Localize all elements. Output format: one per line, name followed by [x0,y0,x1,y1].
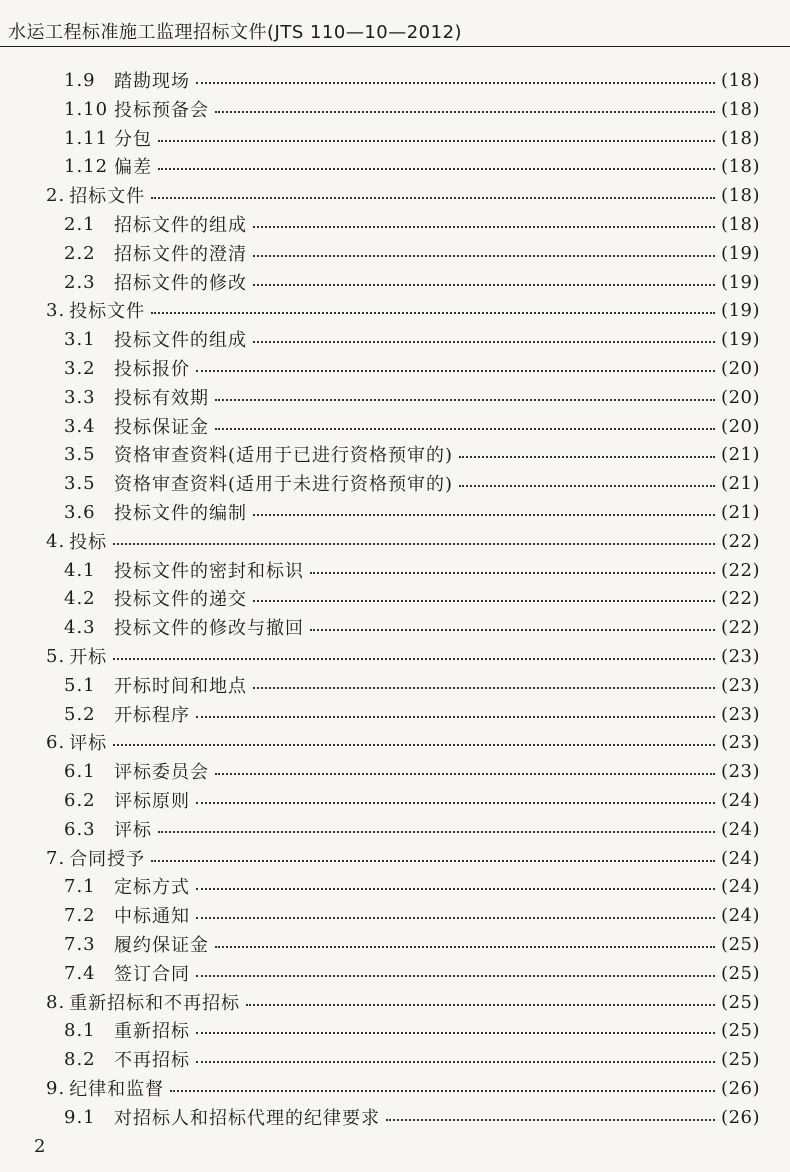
toc-entry-page: (26) [721,1077,760,1099]
toc-entry-page: (25) [721,1048,760,1070]
toc-entry-title: 重新招标和不再招标 [69,993,241,1014]
toc-entry-number: 3.5 [64,443,96,465]
toc-entry-number: 3.1 [64,328,96,350]
toc-entry-number: 5. [46,645,66,667]
toc-entry[interactable] [46,844,760,872]
dot-leader [253,226,715,228]
toc-entry-page: (24) [721,789,760,811]
toc-entry-number: 7.2 [64,904,96,926]
document-title: 水运工程标准施工监理招标文件(JTS 110—10—2012) [8,22,463,43]
toc-entry[interactable] [46,181,760,209]
toc-entry-title: 踏勘现场 [114,71,190,92]
dot-leader [215,399,715,401]
toc-entry-number: 1.9 [64,69,96,91]
toc-entry-title: 履约保证金 [114,935,209,956]
toc-entry-page: (23) [721,760,760,782]
toc-entry-number: 8.2 [64,1048,96,1070]
dot-leader [170,1090,715,1092]
toc-entry-title: 招标文件的修改 [114,273,247,294]
dot-leader [196,82,715,84]
toc-entry[interactable] [64,1103,760,1131]
toc-entry-title: 评标 [69,733,108,754]
dot-leader [151,312,715,314]
toc-entry-title: 开标时间和地点 [114,676,247,697]
toc-entry[interactable] [46,1074,760,1102]
toc-entry-number: 4.2 [64,587,96,609]
toc-entry-number: 6.2 [64,789,96,811]
toc-entry-page: (18) [721,184,760,206]
toc-entry[interactable] [46,988,760,1016]
dot-leader [196,975,715,977]
toc-entry-title: 开标 [69,647,108,668]
toc-entry-page: (18) [721,213,760,235]
dot-leader [253,255,715,257]
dot-leader [158,140,715,142]
toc-entry-number: 7.1 [64,875,96,897]
toc-entry[interactable] [64,815,760,843]
toc-entry-number: 2.2 [64,242,96,264]
toc-entry[interactable] [46,527,760,555]
toc-entry-number: 6. [46,731,66,753]
toc-entry-page: (18) [721,69,760,91]
dot-leader [310,629,715,631]
toc-entry-number: 2. [46,184,66,206]
toc-entry-number: 4. [46,530,66,552]
toc-entry-title: 定标方式 [114,877,190,898]
toc-entry-page: (23) [721,731,760,753]
toc-entry-number: 5.1 [64,674,96,696]
dot-leader [459,485,715,487]
toc-entry-page: (18) [721,155,760,177]
toc-entry-page: (24) [721,818,760,840]
dot-leader [253,341,715,343]
dot-leader [196,1032,715,1034]
dot-leader [196,888,715,890]
toc-entry-number: 3.2 [64,357,96,379]
toc-entry-page: (26) [721,1106,760,1128]
toc-entry[interactable] [64,671,760,699]
toc-entry-title: 对招标人和招标代理的纪律要求 [114,1108,380,1129]
toc-entry-title: 投标文件的密封和标识 [114,561,304,582]
toc-entry-title: 投标预备会 [114,100,209,121]
dot-leader [215,946,715,948]
dot-leader [196,917,715,919]
toc-entry-number: 7. [46,847,66,869]
toc-entry-number: 8.1 [64,1019,96,1041]
toc-entry-number: 4.3 [64,616,96,638]
toc-entry-title: 投标有效期 [114,388,209,409]
toc-entry-title: 招标文件的澄清 [114,244,247,265]
toc-entry[interactable] [64,210,760,238]
toc-entry[interactable] [64,959,760,987]
toc-entry-page: (21) [721,472,760,494]
dot-leader [253,284,715,286]
toc-entry-title: 招标文件的组成 [114,215,247,236]
toc-entry[interactable] [64,786,760,814]
toc-entry-page: (22) [721,530,760,552]
dot-leader [196,802,715,804]
toc-entry-title: 分包 [114,129,152,150]
toc-entry-title: 投标文件的递交 [114,589,247,610]
dot-leader [215,773,715,775]
toc-entry-number: 1.12 [64,155,109,177]
toc-entry[interactable] [64,1016,760,1044]
toc-entry[interactable] [64,239,760,267]
dot-leader [215,428,715,430]
toc-entry[interactable] [64,930,760,958]
toc-entry-number: 1.10 [64,98,109,120]
toc-entry[interactable] [64,584,760,612]
toc-entry-title: 中标通知 [114,906,190,927]
toc-entry-title: 偏差 [114,157,152,178]
dot-leader [246,1004,715,1006]
toc-entry-number: 3. [46,299,66,321]
toc-entry-page: (21) [721,443,760,465]
toc-entry[interactable] [64,757,760,785]
toc-entry-number: 1.11 [64,127,109,149]
toc-entry-number: 8. [46,991,66,1013]
toc-entry-number: 5.2 [64,703,96,725]
toc-entry[interactable] [64,498,760,526]
toc-entry-title: 投标文件的修改与撤回 [114,618,304,639]
toc-entry[interactable] [64,469,760,497]
toc-entry-title: 评标 [114,820,152,841]
toc-entry-page: (25) [721,933,760,955]
toc-entry[interactable] [64,66,760,94]
dot-leader [158,168,715,170]
toc-entry-number: 3.5 [64,472,96,494]
toc-entry-title: 重新招标 [114,1021,190,1042]
toc-entry-title: 签订合同 [114,964,190,985]
toc-entry-title: 投标报价 [114,359,190,380]
dot-leader [253,687,715,689]
dot-leader [113,658,715,660]
dot-leader [459,456,715,458]
dot-leader [196,370,715,372]
toc-entry[interactable] [64,325,760,353]
toc-entry[interactable] [64,872,760,900]
toc-entry-page: (23) [721,703,760,725]
toc-entry-number: 3.3 [64,386,96,408]
toc-entry-page: (22) [721,616,760,638]
dot-leader [113,543,715,545]
toc-entry-title: 合同授予 [69,849,146,870]
toc-entry-title: 资格审查资料(适用于未进行资格预审的) [114,474,454,495]
toc-entry-title: 评标委员会 [114,762,209,783]
toc-entry[interactable] [64,354,760,382]
toc-entry-page: (20) [721,386,760,408]
toc-entry-page: (19) [721,242,760,264]
toc-entry[interactable] [64,152,760,180]
toc-entry-number: 9.1 [64,1106,96,1128]
toc-entry-title: 投标 [69,532,108,553]
dot-leader [310,572,715,574]
toc-entry-title: 投标文件的编制 [114,503,247,524]
toc-entry-title: 开标程序 [114,705,190,726]
toc-entry[interactable] [64,901,760,929]
toc-entry[interactable] [46,296,760,324]
dot-leader [253,600,715,602]
toc-entry-title: 投标文件的组成 [114,330,247,351]
toc-entry[interactable] [46,642,760,670]
toc-entry-page: (20) [721,415,760,437]
toc-entry-page: (19) [721,328,760,350]
toc-entry-page: (19) [721,299,760,321]
page-number: 2 [34,1136,46,1157]
toc-entry-number: 7.3 [64,933,96,955]
toc-entry-number: 7.4 [64,962,96,984]
toc-entry-number: 4.1 [64,559,96,581]
toc-entry-page: (25) [721,1019,760,1041]
dot-leader [196,716,715,718]
header-divider [0,46,790,47]
toc-entry-page: (20) [721,357,760,379]
toc-entry[interactable] [64,412,760,440]
toc-entry-number: 6.3 [64,818,96,840]
toc-entry[interactable] [64,556,760,584]
toc-entry-title: 评标原则 [114,791,190,812]
toc-entry-page: (25) [721,962,760,984]
toc-entry-title: 纪律和监督 [69,1079,165,1100]
toc-entry-number: 3.4 [64,415,96,437]
toc-entry-page: (23) [721,645,760,667]
toc-entry[interactable] [64,700,760,728]
toc-entry-number: 2.1 [64,213,96,235]
toc-entry-page: (25) [721,991,760,1013]
dot-leader [113,744,715,746]
toc-entry-title: 不再招标 [114,1050,190,1071]
toc-entry-number: 2.3 [64,271,96,293]
toc-entry-title: 资格审查资料(适用于已进行资格预审的) [114,445,454,466]
toc-entry-title: 投标文件 [69,301,146,322]
toc-entry[interactable] [64,124,760,152]
dot-leader [215,111,715,113]
dot-leader [253,514,715,516]
toc-entry-number: 6.1 [64,760,96,782]
page-header [0,0,790,46]
dot-leader [151,197,715,199]
toc-entry[interactable] [46,728,760,756]
toc-entry[interactable] [64,268,760,296]
toc-entry[interactable] [64,1045,760,1073]
dot-leader [158,831,715,833]
toc-entry-title: 投标保证金 [114,417,209,438]
toc-entry[interactable] [64,613,760,641]
toc-entry-page: (18) [721,127,760,149]
toc-entry-number: 3.6 [64,501,96,523]
toc-entry-page: (18) [721,98,760,120]
toc-entry-page: (24) [721,875,760,897]
toc-entry-page: (22) [721,559,760,581]
toc-entry[interactable] [64,95,760,123]
toc-entry-page: (23) [721,674,760,696]
toc-entry-page: (19) [721,271,760,293]
dot-leader [196,1061,715,1063]
toc-entry[interactable] [64,383,760,411]
dot-leader [386,1119,715,1121]
toc-entry-page: (24) [721,904,760,926]
toc-entry[interactable] [64,440,760,468]
toc-entry-page: (24) [721,847,760,869]
toc-entry-number: 9. [46,1077,66,1099]
toc-entry-page: (21) [721,501,760,523]
dot-leader [151,860,715,862]
toc-entry-page: (22) [721,587,760,609]
toc-entry-title: 招标文件 [69,186,146,207]
